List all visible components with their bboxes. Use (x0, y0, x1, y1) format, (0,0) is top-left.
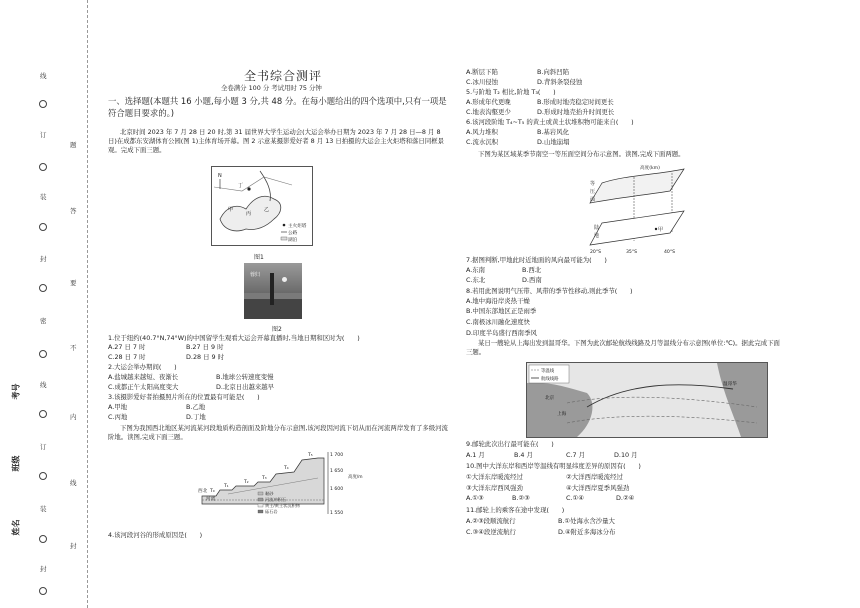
passage-2: 下图为我国西北地区某河流某河段地质构造剖面及阶地分布示意图,该河段因河流下切从而在河流两岸发育了多级河流阶地。读图,完成下面三题。 (108, 424, 448, 441)
q2-option-d[interactable]: D.北京日出越来越早 (216, 383, 275, 391)
gutter-char: 线 (40, 72, 47, 80)
q8-option-a[interactable]: A.地中海沿岸炎热干燥 (466, 297, 530, 305)
terrace-label-T5: T₅ (308, 453, 313, 458)
q2-option-b[interactable]: B.地球公转速度变慢 (216, 373, 274, 381)
north-arrow-label: N (218, 173, 222, 179)
figure-4-isobaric-surface (586, 161, 694, 255)
figure-2-photo (244, 263, 302, 319)
q10-statement-4: ④大洋西岸夏季风强劲 (566, 484, 630, 492)
passage-4: 某日一艘轮从上海出发到温哥华。下图为此次邮轮航线线路及月等温线分布示意图(单位:℃)。据此完成下面三题。 (466, 339, 780, 356)
q8-option-c[interactable]: C.南极冰川融化速度快 (466, 318, 531, 326)
q4-option-c[interactable]: C.冰川侵蚀 (466, 78, 499, 86)
q10-option-c[interactable]: C.①④ (566, 494, 584, 502)
binding-dashed-line (87, 0, 88, 608)
axis-tick-1600: 1 600 (330, 487, 344, 492)
label-mian: 面 (590, 197, 596, 203)
q6-option-d[interactable]: D.山地崩塌 (537, 138, 570, 146)
q10-option-a[interactable]: A.①③ (466, 494, 484, 502)
q11-option-a[interactable]: A.②③段顺流航行 (466, 517, 516, 525)
gutter-circle (39, 535, 47, 543)
question-1-stem: 1.位于纽约(40.7°N,74°W)的中国留学生观看大运会开幕直播时,当地日期和区时为( ) (108, 334, 360, 342)
question-4-stem: 4.该河段河谷的形成原因是( ) (108, 531, 203, 539)
figure-1-map (211, 166, 313, 246)
gutter-char: 密 (40, 317, 47, 325)
question-3-stem: 3.该摄影爱好者拍摄照片所在的位置最有可能是( ) (108, 393, 260, 401)
axis-label-height: 高度/m (348, 475, 363, 480)
question-2-stem: 2.大运会举办期间( ) (108, 363, 177, 371)
q10-statement-2: ②大洋西岸暖流经过 (566, 473, 623, 481)
label-deng: 等 (590, 181, 596, 187)
axis-tick-1650: 1 650 (330, 469, 344, 474)
lat-35S: 35°S (626, 250, 638, 255)
map-label-bing: 丙 (246, 211, 252, 217)
legend-conglomerate: 砾石岩 (265, 509, 278, 514)
gutter-char: 装 (40, 505, 47, 513)
q1-option-b[interactable]: B.27 日 9 时 (186, 343, 224, 351)
label-ya: 压 (590, 189, 596, 195)
figure-3-terrace-profile (198, 448, 363, 520)
river-label: 河流 (206, 497, 216, 502)
q10-statement-1: ①大洋东岸暖流经过 (466, 473, 523, 481)
q10-statement-3: ③大洋东岸西风强劲 (466, 484, 523, 492)
label-lu: 陆 (594, 225, 600, 231)
page-title: 全书综合测评 (244, 69, 323, 83)
lat-20S: 20°S (590, 250, 602, 255)
question-10-stem: 10.图中大洋东岸和西岸等温线有明显纬度差异的原因有( ) (466, 462, 641, 470)
q10-option-b[interactable]: B.②③ (512, 494, 530, 502)
q6-option-b[interactable]: B.基岩风化 (537, 128, 569, 136)
gutter-circle (39, 284, 47, 292)
q9-option-c[interactable]: C.7 月 (566, 451, 585, 459)
q1-option-a[interactable]: A.27 日 7 时 (108, 343, 146, 351)
question-8-stem: 8.若用此图说明气压带、风带的季节性移动,则此季节( ) (466, 287, 633, 295)
q8-option-d[interactable]: D.印度半岛盛行西南季风 (466, 329, 537, 337)
route-map-svg (527, 363, 767, 437)
map-label-jia: 甲 (228, 207, 234, 213)
gutter-notice-char: 题 (70, 141, 77, 149)
terrace-label-T1: T₁ (224, 484, 229, 489)
label-beijing: 北京 (545, 396, 555, 401)
label-shanghai: 上海 (557, 412, 567, 417)
q1-option-c[interactable]: C.28 日 7 时 (108, 353, 146, 361)
q11-option-b[interactable]: B.①处海水含沙量大 (558, 517, 615, 525)
map-label-yi: 乙 (264, 207, 270, 213)
axis-tick-1700: 1 700 (330, 453, 344, 458)
terrace-label-T0: T₀ (210, 489, 215, 494)
legend-torch: 主火炬塔 (288, 224, 307, 229)
gutter-circle (39, 100, 47, 108)
question-7-stem: 7.据图判断,甲地此时近地面的风向最可能为( ) (466, 256, 607, 264)
gutter-circle (39, 350, 47, 358)
question-6-stem: 6.该河段阶地 T₄~T₅ 的黄土或黄土状堆积物可能来自( ) (466, 118, 634, 126)
legend-route: 航线线路 (541, 377, 559, 382)
q11-option-c[interactable]: C.③④段逆流航行 (466, 528, 516, 536)
passage-3: 下图为某区域某季节南空一等压面空间分布示意图。读图,完成下面两题。 (478, 150, 685, 158)
lat-40S: 40°S (664, 250, 676, 255)
q7-option-a[interactable]: A.东南 (466, 266, 486, 274)
q1-option-d[interactable]: D.28 日 9 时 (186, 353, 225, 361)
gutter-circle (39, 223, 47, 231)
q3-option-d[interactable]: D.丁地 (186, 413, 206, 421)
terrace-label-T3: T₃ (262, 476, 267, 481)
terrace-label-T2: T₂ (244, 480, 249, 485)
q2-option-c[interactable]: C.成都正午太阳高度变大 (108, 383, 179, 391)
legend-clay-sand: 黏砂 (265, 491, 274, 496)
q9-option-d[interactable]: D.10 月 (614, 451, 638, 459)
field-name-label: 姓名 (11, 519, 21, 536)
page-subtitle: 全卷满分 100 分 考试用时 75 分钟 (221, 84, 322, 92)
q9-option-a[interactable]: A.1 月 (466, 451, 485, 459)
gutter-notice-char: 要 (70, 279, 77, 287)
legend-loess: 黄土/黄土状沉积物 (265, 503, 300, 508)
gutter-notice-char: 内 (70, 413, 77, 421)
figure-2-caption: 图2 (272, 326, 282, 333)
figure-5-route-map (526, 362, 768, 438)
isobaric-svg (586, 161, 694, 255)
height-axis-label: 高度(km) (640, 166, 660, 171)
legend-isotherm: 等温线 (541, 369, 555, 374)
terrace-label-T4: T₄ (284, 466, 289, 471)
q9-option-b[interactable]: B.4 月 (514, 451, 533, 459)
q4-option-a[interactable]: A.断层下陷 (466, 68, 498, 76)
map-label-ding: 丁 (238, 183, 244, 189)
legend-road: 公路 (288, 231, 298, 236)
q7-option-b[interactable]: B.西北 (522, 266, 542, 274)
axis-tick-1550: 1 550 (330, 511, 344, 516)
q2-option-a[interactable]: A.盐城越来越短、夜渐长 (108, 373, 179, 381)
lake-map-svg (212, 167, 312, 245)
field-class-label: 班级 (11, 455, 21, 472)
q5-option-d[interactable]: D.形成时地壳抬升时间更长 (537, 108, 615, 116)
q6-option-c[interactable]: C.流水沉积 (466, 138, 499, 146)
legend-lake: 湖泊 (288, 238, 298, 243)
gutter-char: 线 (40, 381, 47, 389)
question-11-stem: 11.邮轮上的乘客在途中发现( ) (466, 506, 565, 514)
figure-1-caption: 图1 (254, 254, 264, 261)
q3-option-a[interactable]: A.甲地 (108, 403, 128, 411)
terrace-profile-svg (198, 448, 363, 520)
q5-option-a[interactable]: A.形成年代更晚 (466, 98, 511, 106)
q4-option-b[interactable]: B.向斜凹陷 (537, 68, 569, 76)
q5-option-b[interactable]: B.形成时地壳稳定时间更长 (537, 98, 614, 106)
label-jia-point: 甲 (658, 227, 664, 233)
gutter-char: 封 (40, 255, 47, 263)
gutter-notice-char: 封 (70, 542, 77, 550)
q5-option-c[interactable]: C.地表沟壑更少 (466, 108, 511, 116)
q4-option-d[interactable]: D.背斜条裂侵蚀 (537, 78, 583, 86)
label-vancouver: 温哥华 (723, 382, 737, 387)
q3-option-c[interactable]: C.丙地 (108, 413, 128, 421)
q11-option-d[interactable]: D.④附近多海冰分布 (558, 528, 616, 536)
q7-option-c[interactable]: C.东北 (466, 276, 486, 284)
label-di: 地 (594, 233, 600, 239)
question-9-stem: 9.邮轮此次出行最可能在( ) (466, 440, 554, 448)
q8-option-b[interactable]: B.中国东部地区正是雨季 (466, 307, 537, 315)
photo-sign-text: 蓉归 (250, 272, 261, 278)
gutter-notice-char: 线 (70, 479, 77, 487)
question-5-stem: 5.与阶地 T₂ 相比,阶地 T₃( ) (466, 88, 556, 96)
binding-gutter (0, 0, 77, 608)
gutter-char: 封 (40, 565, 47, 573)
gutter-char: 订 (40, 131, 47, 139)
gutter-circle (39, 587, 47, 595)
passage-1: 北京时间 2023 年 7 月 28 日 20 时,第 31 届世界大学生运动会(大运会举办日期为 2023 年 7 月 28 日—8 月 8 日)在成都东安湖体育公园(图 1)主体育场开幕。图 2 示意某摄影爱好者 8 月 13 日拍摄的大运会主火炬塔和落日同框景观。完成下面三题。 (108, 128, 444, 154)
gutter-notice-char: 不 (70, 344, 77, 352)
gutter-char: 装 (40, 193, 47, 201)
gutter-notice-char: 答 (70, 207, 77, 215)
legend-alluvial-gravel: 河流冲积石 (265, 497, 286, 502)
q6-option-a[interactable]: A.风力堆积 (466, 128, 498, 136)
gutter-char: 订 (40, 443, 47, 451)
q3-option-b[interactable]: B.乙地 (186, 403, 206, 411)
q10-option-d[interactable]: D.②④ (616, 494, 635, 502)
section-heading: 一、选择题(本题共 16 小题,每小题 3 分,共 48 分。在每小题给出的四个选项中,只有一项是符合题目要求的。) (108, 96, 447, 118)
gutter-circle (39, 472, 47, 480)
gutter-circle (39, 163, 47, 171)
gutter-circle (39, 410, 47, 418)
q7-option-d[interactable]: D.西南 (522, 276, 542, 284)
direction-northwest: 西北 (198, 489, 208, 494)
field-exam-number-label: 考号 (11, 383, 21, 400)
